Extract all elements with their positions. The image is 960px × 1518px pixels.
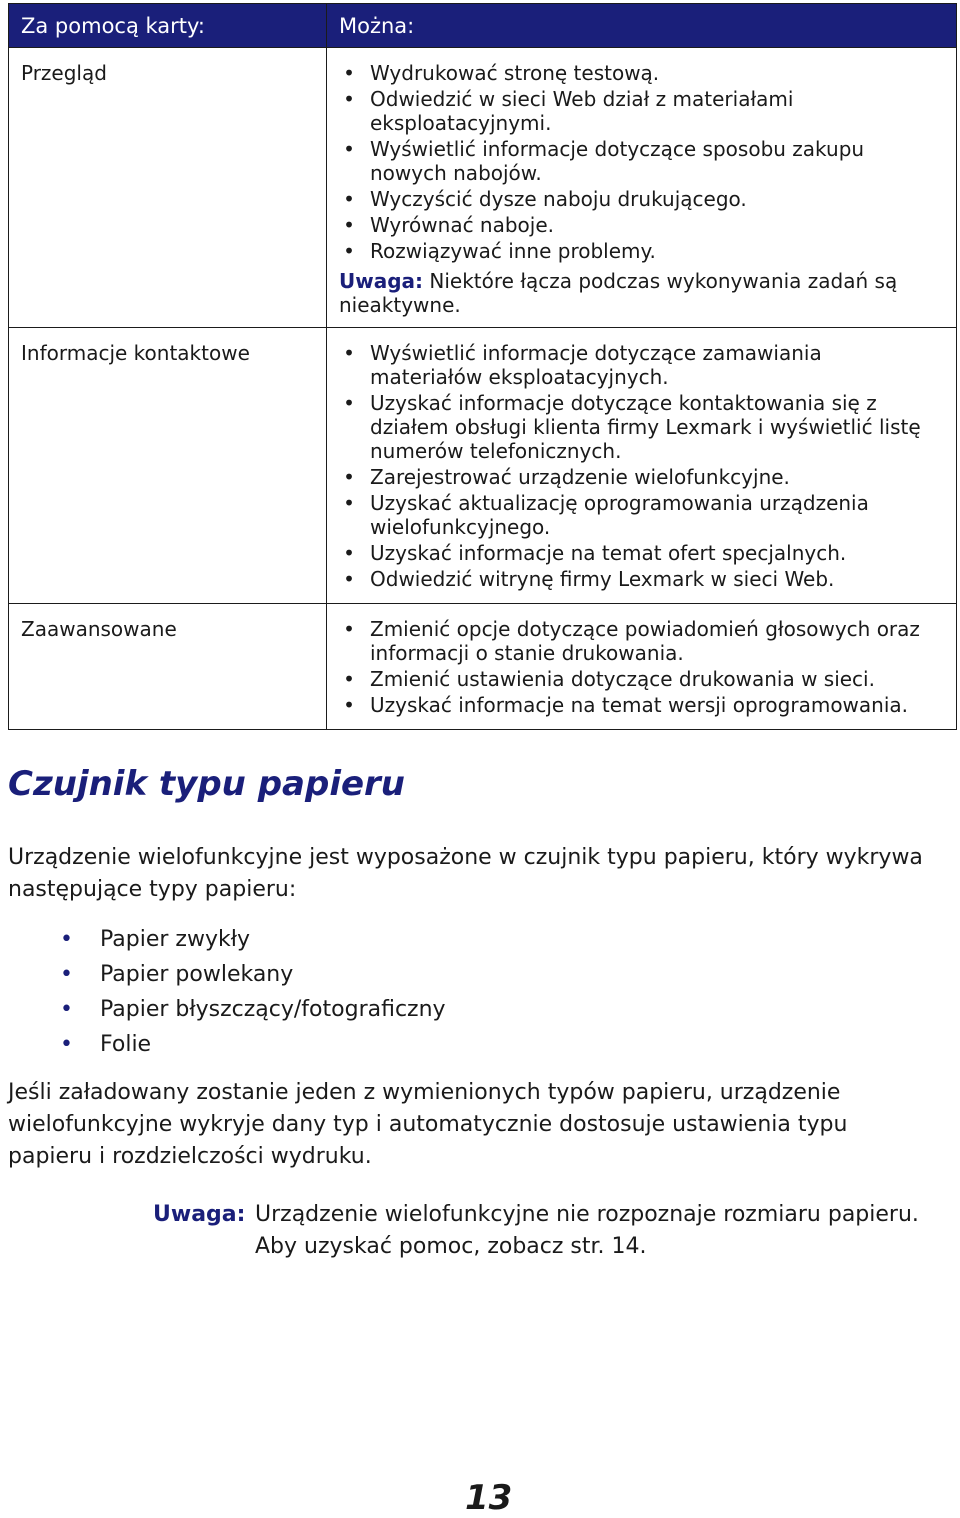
tab-name-advanced: Zaawansowane: [9, 604, 327, 730]
note-line-2: Aby uzyskać pomoc, zobacz str. 14.: [255, 1234, 647, 1259]
list-item: • Rozwiązywać inne problemy.: [343, 239, 656, 263]
list-item: • Papier błyszczący/fotograficzny: [60, 992, 446, 1027]
list-item: • Uzyskać informacje dotyczące kontaktowania się z działem obsługi klienta firmy Lexmark i wyświetlić listę numerów telefonicznych.: [343, 391, 921, 463]
note-line-1: Urządzenie wielofunkcyjne nie rozpoznaje rozmiaru papieru.: [255, 1202, 919, 1227]
intro-paragraph: Urządzenie wielofunkcyjne jest wyposażone w czujnik typu papieru, który wykrywa następujące typy papieru:: [8, 845, 923, 902]
note-text: Niektóre łącza podczas wykonywania zadań są nieaktywne.: [339, 269, 898, 317]
list-item: • Wyrównać naboje.: [343, 213, 555, 237]
actions-cell: [327, 48, 957, 328]
page-number: 13: [465, 1478, 513, 1518]
paper-types-list: [60, 922, 446, 1062]
list-item: • Odwiedzić w sieci Web dział z materiałami eksploatacyjnymi.: [343, 87, 794, 135]
section-title: Czujnik typu papieru: [8, 764, 406, 804]
table-header-row: [9, 4, 957, 48]
table-row: [9, 604, 957, 730]
header-actions-column: Można:: [327, 4, 957, 48]
note-label: Uwaga:: [339, 269, 424, 293]
tab-name-contact: Informacje kontaktowe: [9, 328, 327, 604]
bullet-icon: •: [60, 1032, 73, 1057]
actions-cell: [327, 328, 957, 604]
list-item: • Wyczyścić dysze naboju drukującego.: [343, 187, 747, 211]
note-label: Uwaga:: [153, 1202, 246, 1227]
list-item: • Uzyskać informacje na temat ofert specjalnych.: [343, 541, 847, 565]
list-item: • Wyświetlić informacje dotyczące sposobu zakupu nowych nabojów.: [343, 137, 865, 185]
table-row: [9, 48, 957, 328]
actions-list: [339, 341, 940, 591]
header-tab-column: Za pomocą karty:: [9, 4, 327, 48]
tab-name-overview: Przegląd: [9, 48, 327, 328]
bullet-icon: •: [60, 927, 73, 952]
bullet-icon: •: [60, 997, 73, 1022]
actions-list: [339, 61, 940, 263]
list-item: • Papier zwykły: [60, 922, 446, 957]
list-item: • Uzyskać informacje na temat wersji oprogramowania.: [343, 693, 909, 717]
table-row: [9, 328, 957, 604]
list-item: • Zmienić opcje dotyczące powiadomień głosowych oraz informacji o stanie drukowania.: [343, 617, 920, 665]
table-note: [339, 269, 940, 317]
outro-paragraph: Jeśli załadowany zostanie jeden z wymienionych typów papieru, urządzenie wielofunkcyjne wykryje dany typ i automatycznie dostosuje ustawienia typu papieru i rozdzielczości wydruku.: [8, 1080, 848, 1169]
features-table: [8, 3, 957, 730]
list-item: • Folie: [60, 1027, 446, 1062]
bullet-icon: •: [60, 962, 73, 987]
list-item: • Wyświetlić informacje dotyczące zamawiania materiałów eksploatacyjnych.: [343, 341, 822, 389]
list-item: • Odwiedzić witrynę firmy Lexmark w sieci Web.: [343, 567, 835, 591]
list-item: • Zmienić ustawienia dotyczące drukowania w sieci.: [343, 667, 875, 691]
actions-cell: [327, 604, 957, 730]
list-item: • Papier powlekany: [60, 957, 446, 992]
actions-list: [339, 617, 940, 717]
list-item: • Zarejestrować urządzenie wielofunkcyjne.: [343, 465, 790, 489]
list-item: • Wydrukować stronę testową.: [343, 61, 660, 85]
list-item: • Uzyskać aktualizację oprogramowania urządzenia wielofunkcyjnego.: [343, 491, 869, 539]
section-note: [153, 1199, 919, 1263]
